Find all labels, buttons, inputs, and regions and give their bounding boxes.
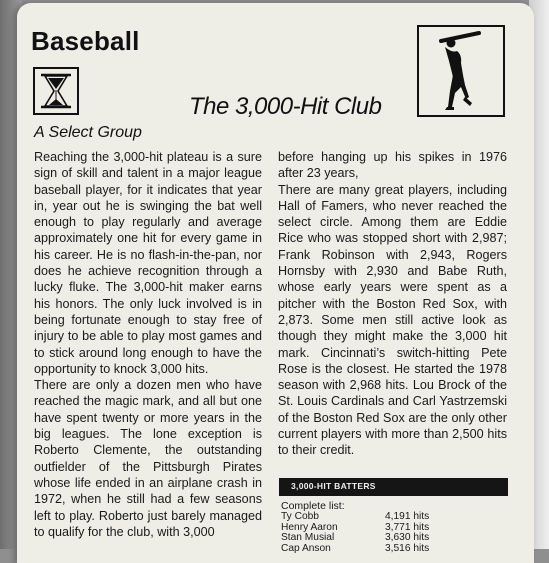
table-row — [281, 512, 481, 523]
player-name: Henry Aaron — [281, 521, 338, 533]
paragraph: There are many great players, including Hall of Famers, who never reached the select circle. Among them are Eddie Rice who was stopped short with 2,987; Frank Robinson with 2,943, Rogers Hornsby with 2,930 and Babe Ruth, whose early years were spent as a pitcher with the Boston Red Sox, with 2,873. Some men still active look as though they might make the 3,000 hit mark. Cincinnati’s switch-hitting Pete Rose is the closest. He started the 1978 season with 2,968 hits. Lou Brock of the St. Louis Cardinals and Carl Yastrzemski of the Boston Red Sox are the only other current players with more than 2,500 hits to their credit. — [278, 182, 507, 458]
category-title: Baseball — [31, 26, 140, 56]
player-hits: 3,771 hits — [385, 521, 430, 533]
paragraph: There are only a dozen men who have reached the magic mark, and all but one have spent twenty or more years in the big leagues. The lone exception is Roberto Clemente, the outstanding outfielder of the Pittsburgh Pirates whose life ended in an airplane crash in 1972, when he still had a few seasons left to play. Roberto just barely managed to qualify for the club, with 3,000 — [34, 378, 262, 539]
hourglass-icon — [33, 67, 79, 115]
body-column-right — [278, 149, 507, 459]
table-header: 3,000-HIT BATTERS — [291, 481, 376, 491]
table-row — [281, 544, 481, 555]
body-column-left — [34, 149, 262, 540]
player-hits: 3,630 hits — [385, 532, 430, 544]
player-name: Cap Anson — [281, 542, 331, 554]
paragraph: Reaching the 3,000-hit plateau is a sure sign of skill and talent in a major league baseball player, for it indicates that year in, year out he is swinging the bat well enough to play regularly and average approximately one hit for every game in his career. He is no flash-in-the-pan, nor does he achieve recognition through a lucky fluke. The 3,000-hit maker earns his honors. The only luck involved is in being fortunate enough to stay free of injury to be able to play most games and to stick around long enough to have the opportunity to knock 3,000 hits. — [34, 150, 262, 376]
player-name: Ty Cobb — [281, 511, 319, 522]
table-intro: Complete list: — [281, 500, 345, 512]
paragraph: before hanging up his spikes in 1976 after 23 years, — [278, 150, 507, 181]
table-header-bar — [279, 478, 508, 496]
batter-silhouette-icon — [417, 25, 505, 117]
player-hits: 4,191 hits — [385, 511, 430, 522]
hit-batters-list — [281, 512, 481, 554]
player-name: Stan Musial — [281, 532, 335, 544]
article-subtitle: A Select Group — [34, 124, 142, 141]
article-title: The 3,000-Hit Club — [189, 93, 382, 120]
player-hits: 3,516 hits — [385, 542, 430, 554]
